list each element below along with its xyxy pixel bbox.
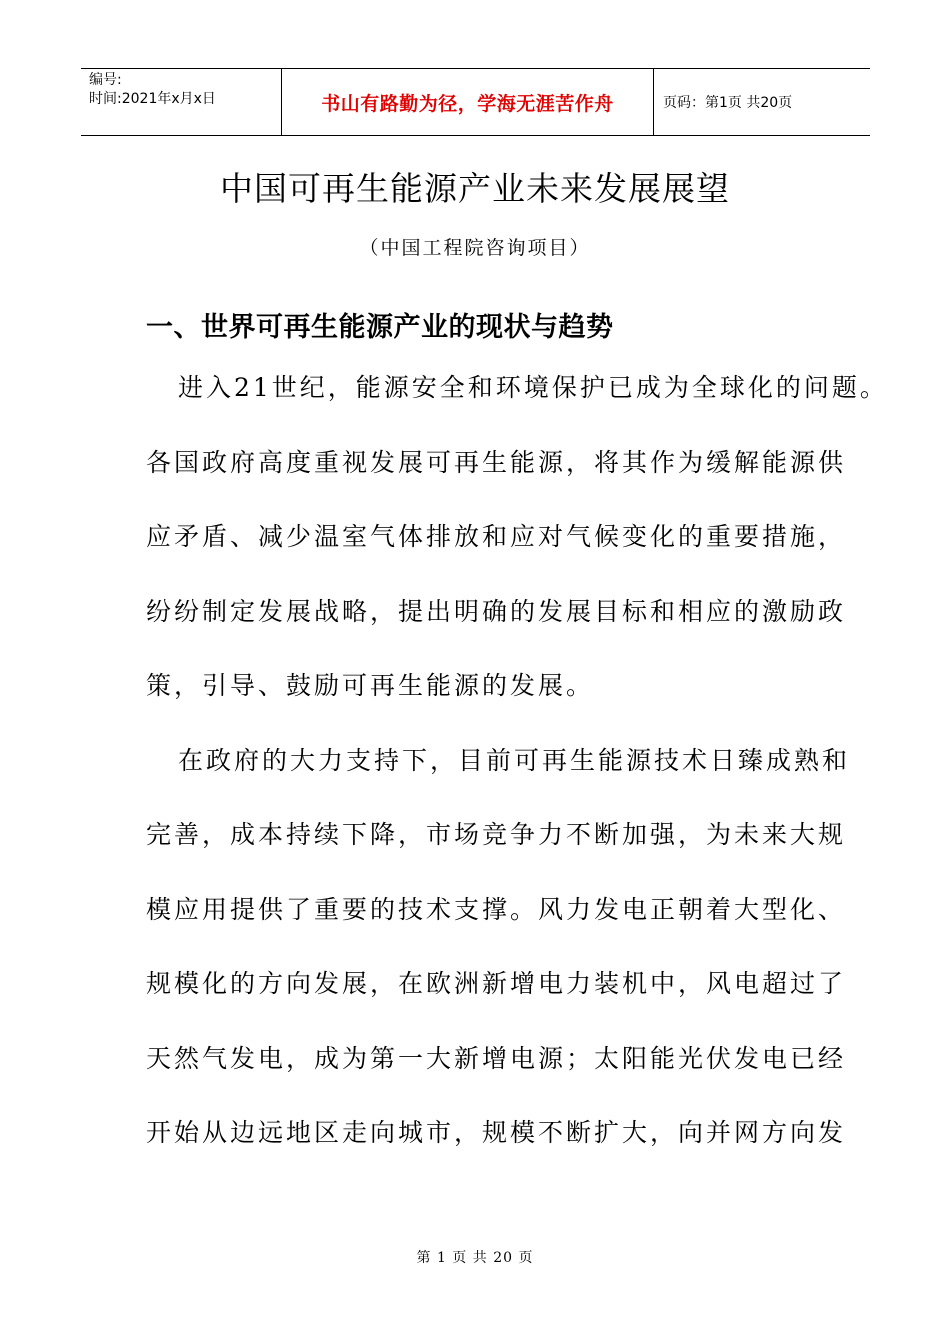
document-date-label: 时间:2021年x月x日 — [89, 91, 216, 107]
header-divider — [653, 69, 654, 135]
paragraph-line: 完善，成本持续下降，市场竞争力不断加强，为未来大规 — [146, 820, 847, 849]
section-heading: 一、世界可再生能源产业的现状与趋势 — [146, 312, 614, 343]
paragraph-line: 模应用提供了重要的技术支撑。风力发电正朝着大型化、 — [146, 895, 847, 924]
header-meta — [81, 69, 281, 135]
document-subtitle: （中国工程院咨询项目） — [359, 237, 591, 259]
paragraph-line: 在政府的大力支持下，目前可再生能源技术日臻成熟和 — [178, 746, 851, 775]
header-table — [81, 68, 870, 136]
header-motto: 书山有路勤为径，学海无涯苦作舟 — [321, 92, 614, 115]
paragraph-line: 各国政府高度重视发展可再生能源，将其作为缓解能源供 — [146, 448, 847, 477]
paragraph-line: 规模化的方向发展，在欧洲新增电力装机中，风电超过了 — [146, 969, 847, 998]
document-title: 中国可再生能源产业未来发展展望 — [220, 169, 730, 208]
paragraph-line: 策，引导、鼓励可再生能源的发展。 — [146, 671, 595, 700]
paragraph-line: 应矛盾、减少温室气体排放和应对气候变化的重要措施， — [146, 522, 847, 551]
header-page-info: 页码：第1页 共20页 — [663, 95, 793, 111]
paragraph-line: 天然气发电，成为第一大新增电源；太阳能光伏发电已经 — [146, 1044, 847, 1073]
paragraph-line: 开始从边远地区走向城市，规模不断扩大，向并网方向发 — [146, 1118, 847, 1147]
document-number-label: 编号: — [89, 72, 122, 88]
page-footer: 第 1 页 共 20 页 — [416, 1250, 534, 1266]
paragraph-line: 纷纷制定发展战略，提出明确的发展目标和相应的激励政 — [146, 597, 847, 626]
paragraph-line: 进入21世纪，能源安全和环境保护已成为全球化的问题。 — [178, 373, 888, 402]
